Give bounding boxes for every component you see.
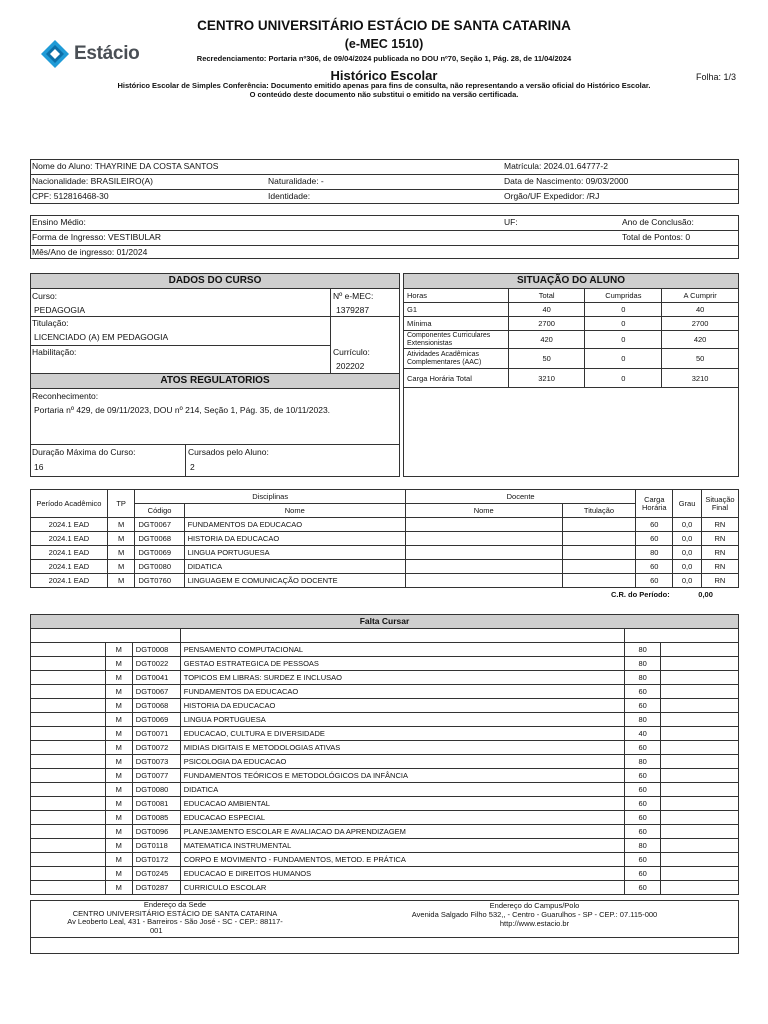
mes-ano-ingresso: Mês/Ano de ingresso: 01/2024 (32, 247, 148, 257)
falta-extra (661, 699, 739, 713)
falta-periodo (31, 741, 106, 755)
disc-situacao: RN (701, 574, 738, 588)
disc-nome: DIDATICA (184, 560, 405, 574)
falta-nome: CORPO E MOVIMENTO - FUNDAMENTOS, METOD. E PRÁTICA (180, 853, 624, 867)
falta-periodo (31, 755, 106, 769)
forma-ingresso: Forma de Ingresso: VESTIBULAR (32, 232, 161, 242)
h-codigo: Código (135, 504, 184, 518)
disclaimer (0, 81, 768, 99)
falta-tp: M (105, 741, 132, 755)
sit-acumprir: 40 (662, 303, 739, 317)
disc-tp: M (107, 560, 135, 574)
disc-periodo: 2024.1 EAD (31, 532, 108, 546)
disc-carga: 60 (636, 532, 673, 546)
falta-cursar-table (30, 628, 739, 895)
situacao-row (404, 331, 739, 349)
sit-h-horas: Horas (404, 289, 509, 303)
falta-carga: 60 (625, 699, 661, 713)
disciplina-row (31, 560, 739, 574)
disc-codigo: DGT0080 (135, 560, 184, 574)
disciplina-row (31, 546, 739, 560)
disc-docente-nome (405, 546, 562, 560)
reconhecimento-label: Reconhecimento: (32, 391, 99, 401)
disc-grau: 0,0 (673, 532, 702, 546)
situacao-row (404, 317, 739, 331)
falta-periodo (31, 727, 106, 741)
falta-tp: M (105, 825, 132, 839)
falta-tp: M (105, 685, 132, 699)
disclaimer-line-1: Histórico Escolar de Simples Conferência: Documento emitido apenas para fins de consulta, não representando a versão oficial do Histórico Escolar. (117, 81, 651, 90)
cursados-value: 2 (190, 462, 195, 472)
falta-extra (661, 853, 739, 867)
falta-nome: EDUCACAO AMBIENTAL (180, 797, 624, 811)
brand-name: Estácio (74, 43, 140, 64)
sit-h-total: Total (508, 289, 585, 303)
ensino-uf: UF: (504, 217, 518, 227)
disciplina-row (31, 532, 739, 546)
falta-carga: 60 (625, 797, 661, 811)
falta-extra (661, 783, 739, 797)
falta-extra (661, 769, 739, 783)
falta-codigo: DGT0071 (132, 727, 180, 741)
sit-label: Mínima (404, 317, 509, 331)
falta-row (31, 811, 739, 825)
falta-tp: M (105, 755, 132, 769)
disc-tp: M (107, 518, 135, 532)
falta-carga: 60 (625, 741, 661, 755)
falta-tp: M (105, 671, 132, 685)
disc-periodo: 2024.1 EAD (31, 574, 108, 588)
falta-extra (661, 643, 739, 657)
falta-carga: 60 (625, 867, 661, 881)
falta-row (31, 685, 739, 699)
falta-codigo: DGT0069 (132, 713, 180, 727)
falta-extra (661, 839, 739, 853)
footer-sede (30, 901, 320, 935)
disc-situacao: RN (701, 518, 738, 532)
disc-codigo: DGT0068 (135, 532, 184, 546)
falta-carga: 60 (625, 783, 661, 797)
falta-nome: CURRICULO ESCOLAR (180, 881, 624, 895)
titulacao-value: LICENCIADO (A) EM PEDAGOGIA (34, 332, 169, 342)
h-tp: TP (107, 490, 135, 518)
falta-nome: GESTAO ESTRATEGICA DE PESSOAS (180, 657, 624, 671)
cr-row (31, 588, 739, 602)
falta-tp: M (105, 657, 132, 671)
disc-carga: 60 (636, 518, 673, 532)
disc-docente-nome (405, 560, 562, 574)
falta-periodo (31, 769, 106, 783)
sit-total: 40 (508, 303, 585, 317)
disc-tp: M (107, 574, 135, 588)
sit-cumpridas: 0 (585, 303, 662, 317)
falta-tp: M (105, 811, 132, 825)
disclaimer-line-2: O conteúdo deste documento não substitui o emitido na versão certificada. (249, 90, 519, 99)
student-orgao: Orgão/UF Expedidor: /RJ (504, 191, 600, 201)
student-matricula: Matrícula: 2024.01.64777-2 (504, 161, 608, 171)
falta-row (31, 671, 739, 685)
falta-tp: M (105, 797, 132, 811)
falta-carga: 40 (625, 727, 661, 741)
falta-extra (661, 685, 739, 699)
falta-periodo (31, 811, 106, 825)
campus-label: Endereço do Campus/Polo (489, 901, 580, 910)
disc-situacao: RN (701, 546, 738, 560)
disc-nome: LINGUA PORTUGUESA (184, 546, 405, 560)
h-grau: Grau (673, 490, 702, 518)
disc-periodo: 2024.1 EAD (31, 518, 108, 532)
falta-nome: EDUCACAO, CULTURA E DIVERSIDADE (180, 727, 624, 741)
falta-nome: TOPICOS EM LIBRAS: SURDEZ E INCLUSAO (180, 671, 624, 685)
falta-extra (661, 881, 739, 895)
total-pontos: Total de Pontos: 0 (622, 232, 691, 242)
falta-row (31, 741, 739, 755)
disc-docente-titulacao (562, 574, 636, 588)
falta-row (31, 713, 739, 727)
falta-extra (661, 797, 739, 811)
falta-row (31, 643, 739, 657)
falta-periodo (31, 643, 106, 657)
disc-grau: 0,0 (673, 574, 702, 588)
sit-cumpridas: 0 (585, 317, 662, 331)
disc-periodo: 2024.1 EAD (31, 546, 108, 560)
disc-grau: 0,0 (673, 546, 702, 560)
falta-extra (661, 727, 739, 741)
sit-label: G1 (404, 303, 509, 317)
falta-codigo: DGT0081 (132, 797, 180, 811)
disciplina-row (31, 574, 739, 588)
falta-periodo (31, 839, 106, 853)
falta-extra (661, 755, 739, 769)
falta-codigo: DGT0068 (132, 699, 180, 713)
disc-situacao: RN (701, 560, 738, 574)
falta-nome: EDUCACAO E DIREITOS HUMANOS (180, 867, 624, 881)
h-periodo: Período Acadêmico (31, 490, 108, 518)
student-nacionalidade: Nacionalidade: BRASILEIRO(A) (32, 176, 153, 186)
falta-cursar-header: Falta Cursar (30, 614, 739, 629)
falta-extra (661, 741, 739, 755)
curriculo-value: 202202 (336, 361, 365, 371)
falta-periodo (31, 671, 106, 685)
falta-row (31, 853, 739, 867)
disc-nome: HISTORIA DA EDUCACAO (184, 532, 405, 546)
falta-extra (661, 671, 739, 685)
falta-nome: FUNDAMENTOS TEÓRICOS E METODOLÓGICOS DA INFÂNCIA (180, 769, 624, 783)
cr-label: C.R. do Período: (610, 590, 670, 600)
disc-carga: 80 (636, 546, 673, 560)
falta-carga: 60 (625, 811, 661, 825)
falta-nome: FUNDAMENTOS DA EDUCACAO (180, 685, 624, 699)
h-titulacao: Titulação (562, 504, 636, 518)
disc-tp: M (107, 546, 135, 560)
document-title: Histórico Escolar (330, 68, 438, 83)
falta-periodo (31, 881, 106, 895)
falta-carga: 60 (625, 685, 661, 699)
emec-value: 1379287 (336, 305, 370, 315)
curriculo-label: Currículo: (333, 347, 370, 357)
falta-codigo: DGT0077 (132, 769, 180, 783)
situacao-row (404, 303, 739, 317)
cr-value: 0,00 (698, 590, 713, 600)
falta-carga: 60 (625, 853, 661, 867)
falta-row (31, 797, 739, 811)
falta-periodo (31, 825, 106, 839)
falta-row (31, 783, 739, 797)
falta-extra (661, 811, 739, 825)
falta-nome: EDUCACAO ESPECIAL (180, 811, 624, 825)
falta-periodo (31, 657, 106, 671)
footer-campus (330, 901, 739, 928)
sit-cumpridas: 0 (585, 349, 662, 369)
falta-row (31, 699, 739, 713)
falta-codigo: DGT0118 (132, 839, 180, 853)
falta-nome: MATEMATICA INSTRUMENTAL (180, 839, 624, 853)
disc-grau: 0,0 (673, 560, 702, 574)
sede-name: CENTRO UNIVERSITÁRIO ESTÁCIO DE SANTA CATARINA (72, 908, 278, 918)
falta-codigo: DGT0073 (132, 755, 180, 769)
disc-grau: 0,0 (673, 518, 702, 532)
student-name: Nome do Aluno: THAYRINE DA COSTA SANTOS (32, 161, 219, 171)
sit-cumpridas: 0 (585, 369, 662, 388)
falta-codigo: DGT0245 (132, 867, 180, 881)
disc-codigo: DGT0760 (135, 574, 184, 588)
falta-row (31, 881, 739, 895)
falta-codigo: DGT0080 (132, 783, 180, 797)
situacao-table (403, 288, 739, 388)
falta-tp: M (105, 699, 132, 713)
falta-nome: HISTORIA DA EDUCACAO (180, 699, 624, 713)
falta-codigo: DGT0067 (132, 685, 180, 699)
sit-total: 50 (508, 349, 585, 369)
falta-row (31, 839, 739, 853)
falta-nome: DIDATICA (180, 783, 624, 797)
falta-codigo: DGT0287 (132, 881, 180, 895)
falta-carga: 80 (625, 671, 661, 685)
falta-codigo: DGT0085 (132, 811, 180, 825)
sede-address: Av Leoberto Leal, 431 - Barreiros - São José - SC - CEP.: 88117- (67, 917, 283, 926)
sit-acumprir: 50 (662, 349, 739, 369)
falta-carga: 60 (625, 769, 661, 783)
disc-codigo: DGT0067 (135, 518, 184, 532)
falta-nome: LINGUA PORTUGUESA (180, 713, 624, 727)
h-carga: Carga Horária (636, 490, 673, 518)
falta-periodo (31, 783, 106, 797)
titulacao-label: Titulação: (32, 318, 69, 328)
cursados-label: Cursados pelo Aluno: (188, 447, 269, 457)
h-docente-nome: Nome (405, 504, 562, 518)
falta-carga: 80 (625, 839, 661, 853)
h-docente: Docente (405, 490, 635, 504)
reconhecimento-value: Portaria nº 429, de 09/11/2023, DOU nº 214, Seção 1, Pág. 35, de 10/11/2023. (34, 405, 331, 415)
falta-carga: 60 (625, 825, 661, 839)
disc-docente-nome (405, 532, 562, 546)
disc-codigo: DGT0069 (135, 546, 184, 560)
falta-codigo: DGT0096 (132, 825, 180, 839)
ensino-medio: Ensino Médio: (32, 217, 86, 227)
atos-header: ATOS REGULATORIOS (30, 373, 400, 389)
institution-title: CENTRO UNIVERSITÁRIO ESTÁCIO DE SANTA CATARINA (197, 18, 571, 33)
sit-acumprir: 420 (662, 331, 739, 349)
situacao-header-row (404, 289, 739, 303)
disc-docente-titulacao (562, 546, 636, 560)
h-situacao: Situação Final (701, 490, 738, 518)
duracao-value: 16 (34, 462, 44, 472)
disciplinas-header-row (31, 490, 739, 504)
falta-periodo (31, 685, 106, 699)
disciplina-row (31, 518, 739, 532)
sit-label: Componentes Curriculares Extensionistas (404, 331, 509, 349)
recredenciamento: Recredenciamento: Portaria nº306, de 09/04/2024 publicada no DOU nº70, Seção 1, Pág. 28, de 11/04/2024 (196, 54, 572, 63)
student-cpf: CPF: 512816468-30 (32, 191, 109, 201)
disc-docente-nome (405, 574, 562, 588)
falta-tp: M (105, 727, 132, 741)
disc-carga: 60 (636, 574, 673, 588)
disc-nome: FUNDAMENTOS DA EDUCACAO (184, 518, 405, 532)
sit-total: 2700 (508, 317, 585, 331)
falta-tp: M (105, 769, 132, 783)
disc-docente-titulacao (562, 560, 636, 574)
falta-tp: M (105, 783, 132, 797)
falta-periodo (31, 853, 106, 867)
disc-periodo: 2024.1 EAD (31, 560, 108, 574)
falta-blank-row (31, 629, 739, 643)
sede-label: Endereço da Sede (143, 900, 207, 909)
sit-acumprir: 2700 (662, 317, 739, 331)
falta-periodo (31, 713, 106, 727)
falta-carga: 80 (625, 643, 661, 657)
student-identidade: Identidade: (268, 191, 311, 201)
falta-nome: PLANEJAMENTO ESCOLAR E AVALIACAO DA APRENDIZAGEM (180, 825, 624, 839)
disc-docente-titulacao (562, 518, 636, 532)
falta-codigo: DGT0172 (132, 853, 180, 867)
disc-docente-nome (405, 518, 562, 532)
falta-nome: MIDIAS DIGITAIS E METODOLOGIAS ATIVAS (180, 741, 624, 755)
disc-nome: LINGUAGEM E COMUNICAÇÃO DOCENTE (184, 574, 405, 588)
falta-codigo: DGT0041 (132, 671, 180, 685)
page-counter: Folha: 1/3 (695, 72, 736, 82)
falta-tp: M (105, 867, 132, 881)
disc-tp: M (107, 532, 135, 546)
falta-extra (661, 867, 739, 881)
curso-label: Curso: (32, 291, 58, 301)
falta-row (31, 825, 739, 839)
campus-url[interactable]: http://www.estacio.br (499, 919, 570, 928)
h-disciplinas: Disciplinas (135, 490, 405, 504)
falta-periodo (31, 699, 106, 713)
disc-situacao: RN (701, 532, 738, 546)
ensino-conclusao: Ano de Conclusão: (622, 217, 694, 227)
dados-curso-header: DADOS DO CURSO (30, 273, 400, 289)
falta-tp: M (105, 713, 132, 727)
sit-total: 3210 (508, 369, 585, 388)
falta-tp: M (105, 643, 132, 657)
student-nascimento: Data de Nascimento: 09/03/2000 (504, 176, 629, 186)
curso-value: PEDAGOGIA (34, 305, 86, 315)
falta-carga: 80 (625, 755, 661, 769)
habilitacao-label: Habilitação: (32, 347, 77, 357)
h-nome: Nome (184, 504, 405, 518)
falta-codigo: DGT0072 (132, 741, 180, 755)
falta-nome: PSICOLOGIA DA EDUCACAO (180, 755, 624, 769)
sede-address-2: 001 (150, 925, 163, 935)
sit-total: 420 (508, 331, 585, 349)
falta-extra (661, 657, 739, 671)
falta-extra (661, 825, 739, 839)
falta-row (31, 657, 739, 671)
sit-label: Atividades Acadêmicas Complementares (AAC) (404, 349, 509, 369)
falta-periodo (31, 797, 106, 811)
situacao-row (404, 349, 739, 369)
falta-carga: 80 (625, 657, 661, 671)
emec-code: (e-MEC 1510) (344, 37, 424, 51)
situacao-header: SITUAÇÃO DO ALUNO (403, 273, 739, 289)
situacao-row (404, 369, 739, 388)
falta-codigo: DGT0022 (132, 657, 180, 671)
sit-cumpridas: 0 (585, 331, 662, 349)
falta-extra (661, 713, 739, 727)
disciplinas-subheader-row (31, 504, 739, 518)
falta-row (31, 769, 739, 783)
falta-tp: M (105, 881, 132, 895)
falta-nome: PENSAMENTO COMPUTACIONAL (180, 643, 624, 657)
duracao-label: Duração Máxima do Curso: (32, 447, 136, 457)
disciplinas-table (30, 489, 739, 602)
sit-h-acumprir: A Cumprir (662, 289, 739, 303)
falta-carga: 60 (625, 881, 661, 895)
campus-address: Avenida Salgado Filho 532,, - Centro - Guarulhos - SP - CEP.: 07.115-000 (411, 910, 658, 919)
falta-tp: M (105, 839, 132, 853)
falta-row (31, 727, 739, 741)
falta-periodo (31, 867, 106, 881)
falta-row (31, 867, 739, 881)
student-naturalidade: Naturalidade: - (268, 176, 324, 186)
emec-label: Nº e-MEC: (333, 291, 374, 301)
disc-carga: 60 (636, 560, 673, 574)
sit-h-cumpridas: Cumpridas (585, 289, 662, 303)
falta-carga: 80 (625, 713, 661, 727)
disc-docente-titulacao (562, 532, 636, 546)
falta-codigo: DGT0008 (132, 643, 180, 657)
sit-acumprir: 3210 (662, 369, 739, 388)
falta-row (31, 755, 739, 769)
sit-label: Carga Horária Total (404, 369, 509, 388)
falta-tp: M (105, 853, 132, 867)
